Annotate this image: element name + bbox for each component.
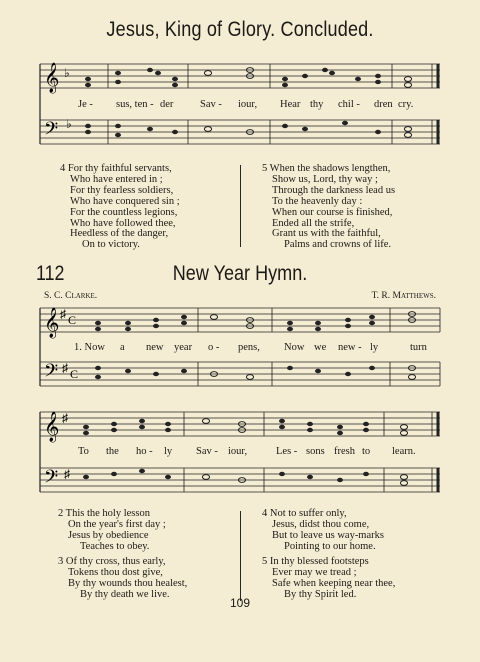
svg-text:𝄞: 𝄞 (44, 63, 60, 93)
svg-text:𝄢: 𝄢 (44, 467, 59, 492)
svg-text:♯: ♯ (62, 411, 68, 425)
svg-text:𝄢: 𝄢 (44, 361, 59, 386)
hymn1-verse-5: 5 When the shadows lengthen, Show us, Lord, thy way ; Through the darkness lead us To the heavenly day : When our course is finished, Ended all the strife, Grant us with the faithful, Palms and crowns of life. (262, 163, 396, 251)
hymn-title-concluded: Jesus, King of Glory. Concluded. (106, 18, 374, 41)
hymn2-verse-2: 2 This the holy lesson On the year's first day ; Jesus by obedience Teaches to obey. (58, 508, 166, 552)
svg-text:♯: ♯ (60, 307, 66, 321)
hymn1-verse-4: 4 For thy faithful servants, Who have entered in ; For thy fearless soldiers, Who have conquered sin ; For the countless legions, Who have followed thee, Heedless of the danger, On to victory. (60, 163, 180, 251)
composer-credit: T. R. Matthews. (371, 291, 436, 301)
svg-text:𝄢: 𝄢 (44, 119, 59, 144)
hymnal-page: Jesus, King of Glory. Concluded. 𝄞 ♭ 𝄢 ♭ Je - sus, ten - der Sav - iour, Hear thy chil - dren cry. 4 For thy faithful servants, Who have entered in ; For thy fearless soldiers, Who have conquered sin ; For the countless legions, Who have followed thee, Heedless of the danger, On to victory. 5 When the shadows lengthen, Show us, Lord, thy way ; Through the darkness lead us To the heavenly day : When our course is finished, Ended all the strife, Grant us with the faithful, Palms and crowns of life. 112 New Year Hymn. S. C. Clarke. T. R. Matthews. 𝄞 ♯ C 𝄢 ♯ C 1. Now a new year o - pens, Now we new - ly turn 𝄞 ♯ 𝄢 ♯ To the ho - ly Sav - iour, Les - sons fresh to learn. 2 This the holy lesson On the year's first day ; Jesus by obedience Teaches to obey. 3 Of thy cross, thus early, Tokens thou dost give, By thy wounds thou healest, By thy death we live. 4 Not to suffer only, Jesus, didst thou come, But to leave us way-marks Pointing to our home. 5 In thy blessed footsteps Ever may we tread ; Safe when keeping near thee, By thy Spirit led. 109 (0, 0, 480, 662)
svg-text:♭: ♭ (64, 66, 70, 80)
hymn-number: 112 (36, 262, 65, 285)
svg-text:♯: ♯ (62, 361, 68, 375)
svg-text:𝄞: 𝄞 (44, 308, 60, 338)
svg-text:C: C (68, 313, 77, 327)
hymn-title-new-year: New Year Hymn. (172, 262, 308, 285)
svg-text:♭: ♭ (66, 117, 72, 131)
hymn2-verse-5: 5 In thy blessed footsteps Ever may we tread ; Safe when keeping near thee, By thy Spirit led. (262, 556, 396, 600)
svg-text:♯: ♯ (64, 467, 70, 481)
hymn2-verse-4: 4 Not to suffer only, Jesus, didst thou come, But to leave us way-marks Pointing to our home. (262, 508, 384, 552)
hymn2-verse-3: 3 Of thy cross, thus early, Tokens thou dost give, By thy wounds thou healest, By thy death we live. (58, 556, 188, 600)
verse-divider-2 (240, 511, 241, 601)
svg-text:C: C (70, 367, 79, 381)
svg-text:𝄞: 𝄞 (44, 412, 60, 442)
author-credit: S. C. Clarke. (44, 291, 98, 301)
page-number: 109 (229, 596, 251, 610)
verse-divider-1 (240, 165, 241, 247)
